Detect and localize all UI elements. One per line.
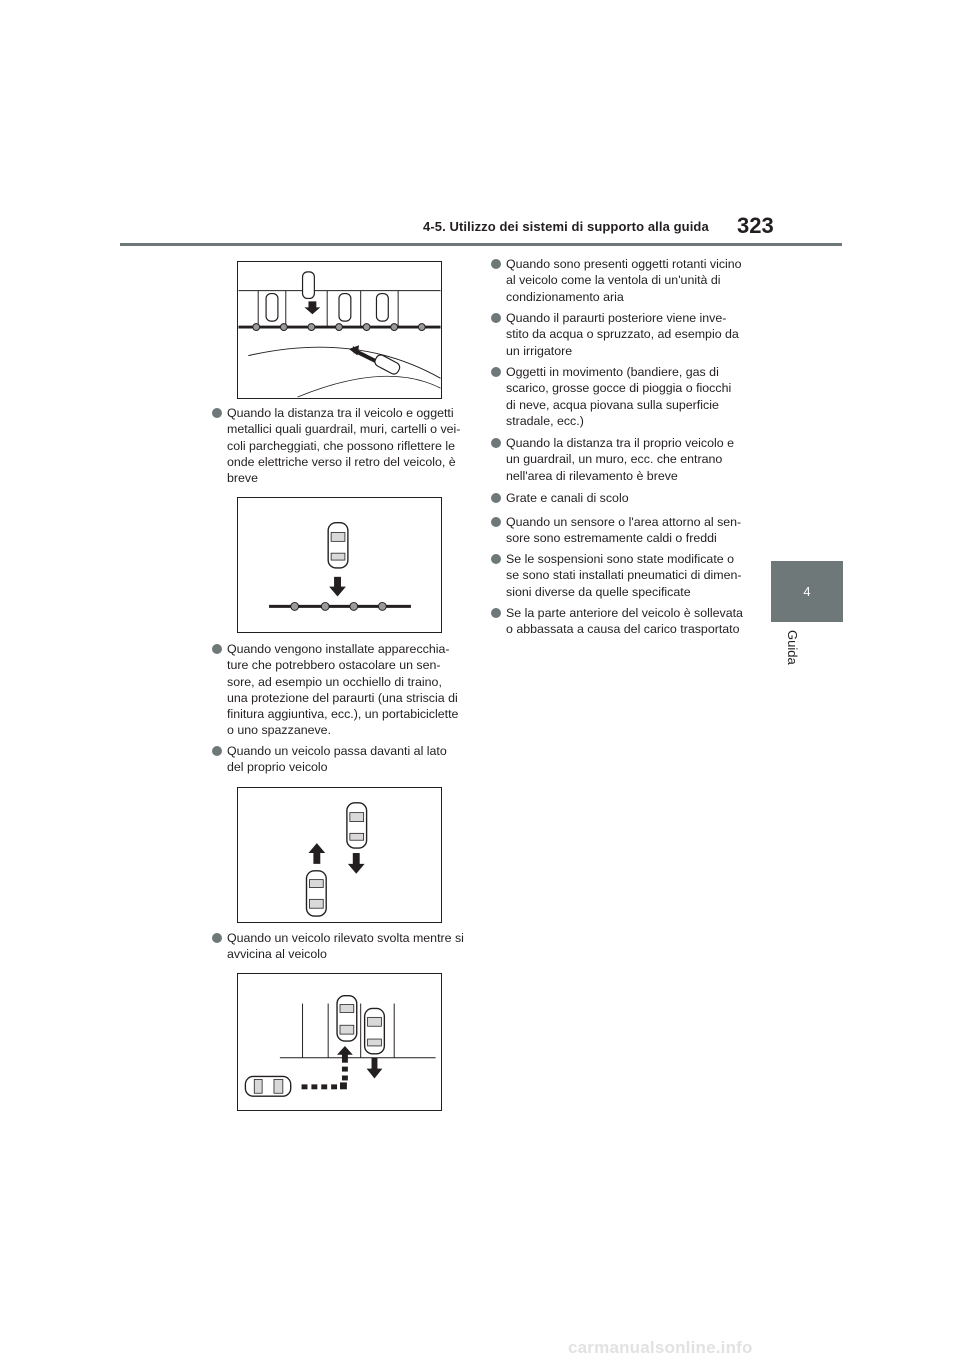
passing-vehicle-illustration [238,788,441,922]
bullet-right-8 [491,605,768,638]
bullet-left-1 [212,405,487,486]
bullet-right-2 [491,310,768,359]
chapter-tab[interactable]: 4 [771,561,843,622]
bullet-text: Se la parte anteriore del veicolo è sollevata o abbassata a causa del carico trasportato [506,606,743,637]
bullet-text: Quando sono presenti oggetti rotanti vicino al veicolo come la ventola di un'unità di condizionamento aria [506,257,742,304]
bullet-left-4 [212,930,489,963]
footer-watermark[interactable]: carmanualsonline.info [568,1338,753,1357]
bullet-right-4 [491,435,768,484]
figure-rear-accessory [237,497,442,633]
page-number: 323 [737,213,774,238]
bullet-text: Oggetti in movimento (bandiere, gas di scarico, grosse gocce di pioggia o fiocchi di neve, acqua piovana sulla superficie stradale, ecc.) [506,365,732,428]
header-rule [120,243,842,246]
section-title: 4-5. Utilizzo dei sistemi di supporto alla guida [423,219,709,234]
bullet-text: Quando la distanza tra il proprio veicolo e un guardrail, un muro, ecc. che entrano nell'area di rilevamento è breve [506,436,734,483]
bullet-text: Quando vengono installate apparecchia- ture che potrebbero ostacolare un sen- sore, ad esempio un occhiello di traino, una protezione del paraurti (una striscia di finitura aggiuntiva, ecc.), un portabiciclette o uno spazzaneve. [227,642,459,738]
turning-vehicle-illustration [238,974,441,1110]
bullet-right-1 [491,256,768,305]
figure-passing-vehicle [237,787,442,923]
bullet-right-6 [491,514,768,547]
bullet-text: Quando il paraurti posteriore viene inve- stito da acqua o spruzzato, ad esempio da un irrigatore [506,311,739,358]
chapter-label: Guida [785,630,800,665]
bullet-text: Quando un veicolo rilevato svolta mentre si avvicina al veicolo [227,931,464,962]
bullet-text: Quando un veicolo passa davanti al lato del proprio veicolo [227,744,447,775]
bullet-left-2 [212,641,489,739]
bullet-right-5 [491,490,768,506]
bullet-text: Quando la distanza tra il veicolo e oggetti metallici quali guardrail, muri, cartelli o vei- coli parcheggiati, che possono riflettere le onde elettriche verso il retro del veicolo, è breve [227,406,461,486]
bullet-text: Se le sospensioni sono state modificate o se sono stati installati pneumatici di dimen- sioni diverse da quelle specificate [506,552,742,599]
bullet-text: Quando un sensore o l'area attorno al sen- sore sono estremamente caldi o freddi [506,515,742,546]
figure-guardrail-parking [237,261,442,399]
bullet-text: Grate e canali di scolo [506,491,629,505]
bullet-right-7 [491,551,768,600]
chapter-label-container [786,630,800,672]
guardrail-illustration [238,262,441,398]
bullet-right-3 [491,364,768,429]
rear-accessory-illustration [238,498,441,632]
bullet-left-3 [212,743,489,776]
figure-turning-vehicle [237,973,442,1111]
